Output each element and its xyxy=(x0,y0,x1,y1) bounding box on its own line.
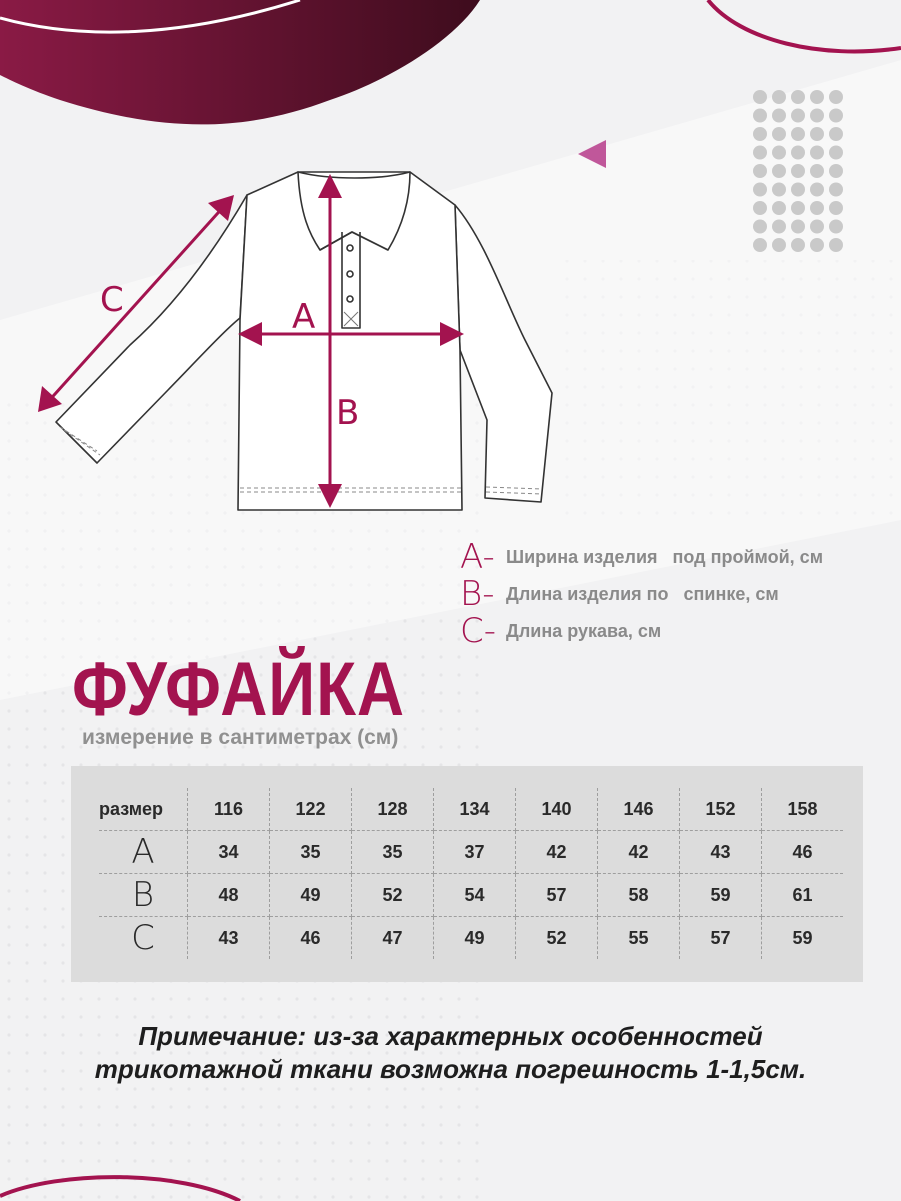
row-label: A xyxy=(99,831,188,874)
table-cell: 59 xyxy=(680,874,762,917)
table-cell: 54 xyxy=(434,874,516,917)
row-label: B xyxy=(99,874,188,917)
table-cell: 49 xyxy=(270,874,352,917)
table-cell: 57 xyxy=(516,874,598,917)
table-cell: 43 xyxy=(188,917,270,960)
size-cell: 134 xyxy=(434,788,516,831)
legend-item-b xyxy=(460,574,779,614)
size-header-label: размер xyxy=(99,788,188,831)
size-cell: 158 xyxy=(762,788,844,831)
size-cell: 116 xyxy=(188,788,270,831)
page-subtitle: измерение в сантиметрах (см) xyxy=(82,726,399,749)
label-a: A xyxy=(292,297,316,337)
table-cell: 49 xyxy=(434,917,516,960)
table-cell: 55 xyxy=(598,917,680,960)
size-cell: 152 xyxy=(680,788,762,831)
legend-letter: C- xyxy=(460,611,497,651)
label-c: C xyxy=(100,280,124,320)
table-cell: 35 xyxy=(352,831,434,874)
table-header-row xyxy=(99,788,843,831)
legend-item-c xyxy=(460,611,662,651)
table-cell: 52 xyxy=(352,874,434,917)
table-cell: 52 xyxy=(516,917,598,960)
size-cell: 128 xyxy=(352,788,434,831)
table-cell: 43 xyxy=(680,831,762,874)
table-cell: 35 xyxy=(270,831,352,874)
table-row xyxy=(99,874,843,917)
legend-item-a xyxy=(460,537,824,577)
note-line-1: Примечание: из-за характерных особенностей xyxy=(138,1021,763,1051)
table-cell: 59 xyxy=(792,927,813,948)
page-title: ФУФАЙКА xyxy=(72,647,405,732)
size-cell: 122 xyxy=(270,788,352,831)
size-table-panel xyxy=(71,766,863,982)
legend-letter: B- xyxy=(460,574,495,614)
legend-letter: A- xyxy=(460,537,495,577)
legend-text: Ширина изделия под проймой, см xyxy=(506,546,824,567)
table-cell: 46 xyxy=(762,831,844,874)
table-cell: 37 xyxy=(434,831,516,874)
table-cell: 42 xyxy=(598,831,680,874)
note-text xyxy=(0,1020,901,1086)
legend-text: Длина изделия по спинке, см xyxy=(506,583,779,604)
table-row xyxy=(99,917,843,960)
size-cell: 140 xyxy=(516,788,598,831)
table-cell: 48 xyxy=(188,874,270,917)
size-table xyxy=(99,788,843,959)
size-cell: 146 xyxy=(598,788,680,831)
table-row xyxy=(99,831,843,874)
note-line-2: трикотажной ткани возможна погрешность 1-1,5см. xyxy=(94,1054,807,1084)
table-cell: 34 xyxy=(188,831,270,874)
table-cell: 58 xyxy=(598,874,680,917)
row-label: C xyxy=(99,917,188,960)
label-b: B xyxy=(336,393,360,433)
table-cell: 61 xyxy=(762,874,844,917)
table-cell: 46 xyxy=(270,917,352,960)
table-cell: 57 xyxy=(680,917,762,960)
table-cell: 47 xyxy=(352,917,434,960)
table-cell: 42 xyxy=(516,831,598,874)
legend-text: Длина рукава, см xyxy=(506,620,662,641)
